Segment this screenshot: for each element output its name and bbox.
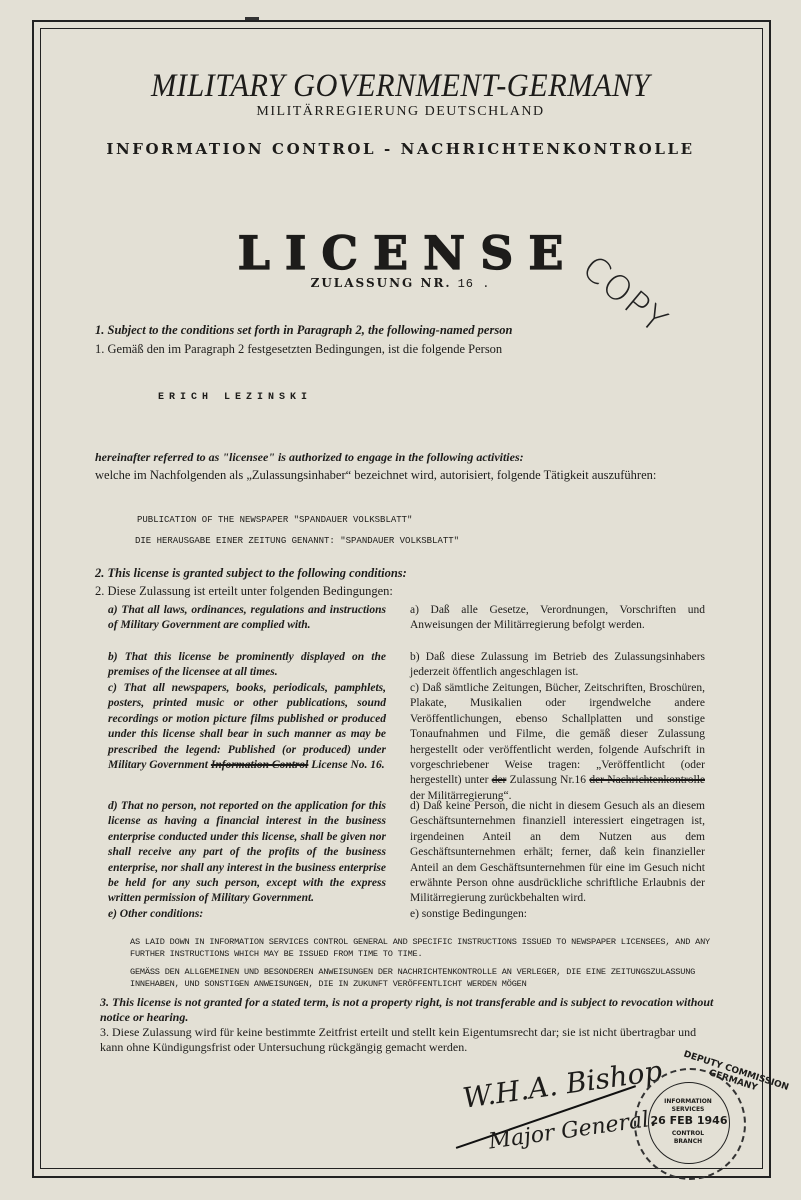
license-title: LICENSE [237,226,579,280]
paragraph-2-german: 2. Diese Zulassung ist erteilt unter folgenden Bedingungen: [95,584,393,598]
department-heading: INFORMATION CONTROL - NACHRICHTENKONTROLLE [106,140,695,158]
condition-a-english: a) That all laws, ordinances, regulations and instructions of Military Government are complied with. [108,604,386,632]
condition-b-german: b) Daß diese Zulassung im Betrieb des Zulassungsinhabers jederzeit öffentlich angeschlagen ist. [410,651,705,679]
authorization-english: hereinafter referred to as "licensee" is authorized to engage in the following activities: [95,450,524,464]
license-number-value: 16 . [457,277,491,291]
struck-text: der [491,774,507,787]
condition-c-english [108,681,386,773]
licensee-name: ERICH LEZINSKI [158,392,313,403]
stamp-ring-text: DEPUTY COMMISSION GERMANY [682,1049,790,1094]
stamp-date: 26 FEB 1946 [650,1114,728,1127]
condition-a-german: a) Daß alle Gesetze, Verordnungen, Vorschriften und Anweisungen der Militärregierung befolgt werden. [410,604,705,632]
activity-german: DIE HERAUSGABE EINER ZEITUNG GENANNT: "SPANDAUER VOLKSBLATT" [135,536,460,546]
condition-e-english: e) Other conditions: [108,908,204,920]
condition-c-english-end: License No. 16. [308,759,385,772]
condition-d-german: d) Daß keine Person, die nicht in diesem Gesuch als an diesem Geschäftsunternehmen finanziell interessiert eingetragen ist, irgendeinen Anteil an dem Nutzen aus dem Geschäftsunternehmen erhält; ferner, daß kein finanzieller Anteil an dem Geschäftsunternehmen für eine im Gesuch nicht erwähnte Person ohne ausdrückliche schriftliche Erlaubnis der Militärregierung zurückbehalten wird. [410,800,705,905]
activity-english: PUBLICATION OF THE NEWSPAPER "SPANDAUER VOLKSBLATT" [137,515,413,525]
document-title: MILITARY GOVERNMENT-GERMANY [150,68,651,104]
paragraph-2-english: 2. This license is granted subject to the following conditions: [95,566,407,580]
copy-mark: COPY [574,248,676,343]
stamp-line-2: SERVICES [671,1106,705,1113]
struck-text: der Nachrichtenkontrolle [589,774,705,787]
other-conditions-english: AS LAID DOWN IN INFORMATION SERVICES CONTROL GENERAL AND SPECIFIC INSTRUCTIONS ISSUED TO NEWSPAPER LICENSEES, AND ANY FURTHER INSTRUCTIONS WHICH MAY BE ISSUED FROM TIME TO TIME. [130,937,710,959]
license-number [0,276,801,291]
paragraph-1-german: 1. Gemäß den im Paragraph 2 festgesetzten Bedingungen, ist die folgende Person [95,342,503,356]
condition-c-german-mid: Zulassung Nr.16 [506,774,590,787]
stamp-line-4: BRANCH [673,1138,703,1145]
signature-rank: Major General. [487,1106,658,1155]
condition-b-english: b) That this license be prominently displayed on the premises of the licensee at all times. [108,651,386,679]
paragraph-1-english: 1. Subject to the conditions set forth in Paragraph 2, the following-named person [95,323,513,337]
document-subtitle: MILITÄRREGIERUNG DEUTSCHLAND [256,104,545,119]
authorization-german: welche im Nachfolgenden als „Zulassungsinhaber“ bezeichnet wird, autorisiert, folgende Tätigkeit auszuführen: [95,468,657,482]
stamp-line-1: INFORMATION [664,1098,712,1105]
condition-e-german: e) sonstige Bedingungen: [410,908,527,920]
condition-c-german-end: der Militärregierung“. [410,789,512,802]
paragraph-3-english: 3. This license is not granted for a stated term, is not a property right, is not transferable and is subject to revocation without notice or hearing. [100,995,714,1024]
condition-c-german-text: c) Daß sämtliche Zeitungen, Bücher, Zeitschriften, Broschüren, Plakate, Musikalien oder irgendwelche andere Veröffentlichungen, ebenso Schallplatten und sonstige Tonaufnahmen und Filme, die gemäß dieser Zulassung hergestellt oder veröffentlicht werden, folgende Aufschrift in vorgeschriebener Weise tragen: „Veröffentlicht (oder hergestellt) unter [410,682,705,787]
condition-c-german [410,681,705,804]
stamp-line-3: CONTROL [671,1130,705,1137]
paragraph-3-german: 3. Diese Zulassung wird für keine bestimmte Zeitfrist erteilt und stellt kein Eigentumsrecht dar; sie ist nicht übertragbar und kann ohne Kündigungsfrist oder Untersuchung rückgängig gemacht werden. [100,1025,697,1054]
other-conditions-german: GEMÄSS DEN ALLGEMEINEN UND BESONDEREN ANWEISUNGEN DER NACHRICHTENKONTROLLE AN VERLEGER, DIE EINE ZEITUNGSZULASSUNG INNEHABEN, UND SONSTIGEN ANWEISUNGEN, DIE IN ZUKUNFT VERÖFFENTLICHT WERDEN MÖGEN [130,967,696,989]
condition-d-english: d) That no person, not reported on the application for this license as having a financial interest in the business enterprise conducted under this license, shall be given nor shall receive any part of the profits of the business enterprise, nor shall any interest in the business enterprise be held for any such person, except with the express written permission of Military Government. [108,800,386,905]
condition-c-english-text: c) That all newspapers, books, periodicals, pamphlets, posters, printed music or other publications, sound recordings or motion picture films published or produced under this license shall bear in such manner as may be prescribed the legend: Published (or produced) under Military Government [108,682,386,772]
signature-name: W.H.A. Bishop [460,1054,665,1115]
license-number-label: ZULASSUNG NR. [310,276,452,290]
struck-text: Information Control [210,759,309,772]
border-notch [245,17,259,20]
